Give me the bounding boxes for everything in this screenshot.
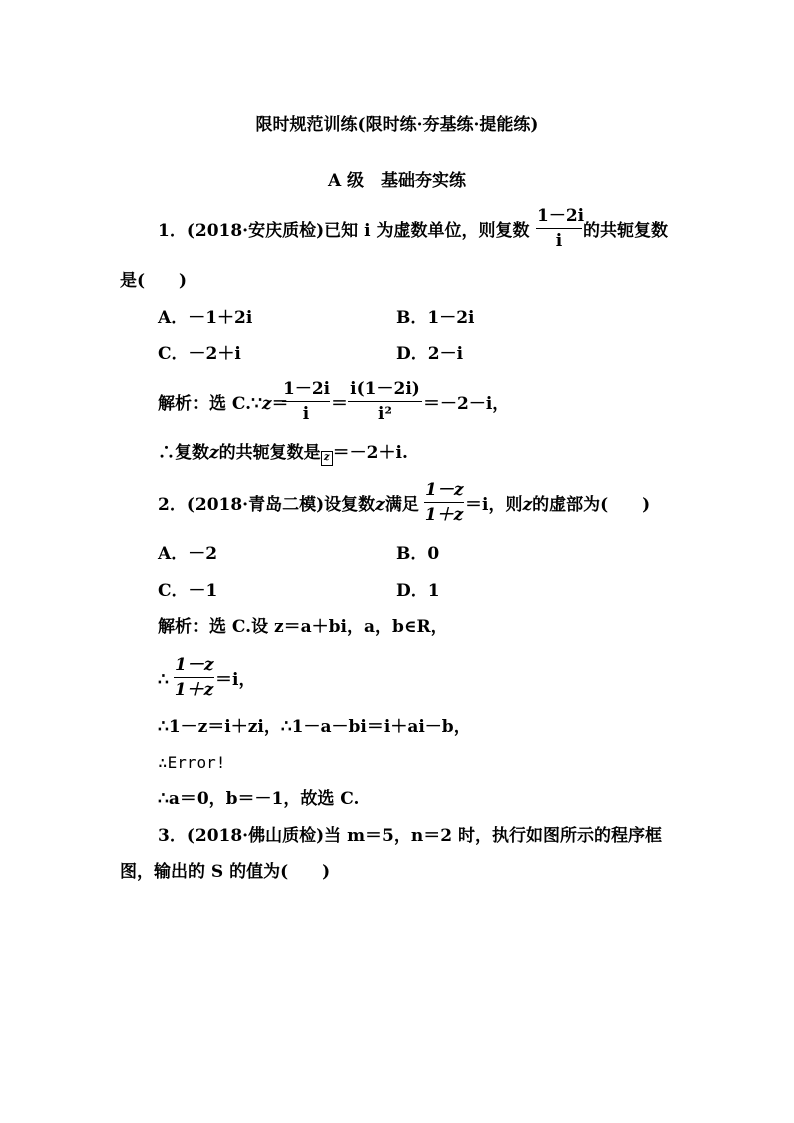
q2-solution-line3: ∴1－z＝i＋zi，∴1－a－bi＝i＋ai－b，	[158, 717, 471, 737]
q2-option-d: D．1	[396, 581, 440, 601]
q1-fraction-bar	[536, 228, 582, 229]
q1-solution-result: ＝－2－i，	[423, 394, 510, 414]
q1-stem-suffix: 的共轭复数	[583, 221, 668, 241]
q2-option-a: A．－2	[158, 544, 218, 564]
q2-option-b: B．0	[396, 544, 440, 564]
q1-option-a: A．－1＋2i	[158, 308, 253, 328]
q1-sol-f1-denominator: i	[302, 404, 310, 424]
section-heading: A 级 基础夯实练	[327, 171, 467, 191]
q2-fraction-numerator: 1－z	[425, 480, 464, 500]
q2-stem-post-b: 的虚部为( )	[532, 495, 651, 515]
q2-stem-post-a: ＝i，则	[465, 495, 523, 515]
q1-solution-fraction-2	[348, 379, 422, 424]
q1-fraction-denominator: i	[555, 231, 563, 251]
q1-sol2-prefix: ∴复数	[158, 443, 209, 463]
q1-solution-label: 解析：选 C.∵	[158, 394, 262, 414]
q1-option-c: C．－2＋i	[158, 344, 241, 364]
q2-solution-line4: ∴Error!	[158, 753, 226, 772]
q2-fraction-denominator: 1＋z	[424, 505, 464, 525]
q1-option-b: B．1－2i	[396, 308, 475, 328]
q3-stem-line2: 图，输出的 S 的值为( )	[120, 862, 331, 882]
q1-sol-f1-bar	[282, 401, 330, 402]
q1-sol-f2-bar	[348, 401, 422, 402]
q2-sol-fraction-numerator: 1－z	[175, 655, 214, 675]
q1-sol2-z: z	[209, 443, 219, 463]
q2-stem-suffix	[465, 494, 650, 516]
q1-sol-f2-numerator: i(1－2i)	[350, 379, 420, 399]
q2-option-c: C．－1	[158, 581, 218, 601]
q2-fraction-bar	[424, 502, 464, 503]
q2-stem-z2: z	[522, 495, 533, 515]
q1-sol-f2-denominator: i²	[378, 404, 392, 424]
q2-solution-line2-suffix: ＝i，	[215, 670, 256, 690]
q3-stem-line1: 3．(2018·佛山质检)当 m＝5，n＝2 时，执行如图所示的程序框	[158, 826, 662, 846]
q2-solution-line2-prefix: ∴	[158, 670, 169, 690]
q1-option-d: D．2－i	[396, 344, 464, 364]
q2-sol-fraction-bar	[174, 677, 214, 678]
q2-stem-z: z	[375, 495, 385, 515]
q2-sol-fraction-denominator: 1＋z	[174, 680, 214, 700]
q1-sol2-result: ＝－2＋i.	[332, 443, 408, 463]
q1-fraction	[536, 206, 585, 251]
q2-stem-pre: 2．(2018·青岛二模)设复数	[158, 495, 376, 515]
q1-sol-f1-numerator: 1－2i	[283, 379, 331, 399]
q1-solution-eq1: ＝	[271, 394, 289, 414]
q1-solution-eq2: ＝	[331, 394, 348, 414]
q1-stem-prefix: 1．(2018·安庆质检)已知 i 为虚数单位，则复数	[158, 221, 530, 241]
q1-stem-line2: 是( )	[120, 271, 188, 291]
q1-sol2-mid: 的共轭复数是	[218, 443, 321, 463]
q2-stem-prefix	[158, 494, 419, 516]
q1-solution-z: z	[261, 394, 272, 414]
q2-solution-fraction	[174, 655, 214, 700]
q2-solution-line5: ∴a＝0，b＝－1，故选 C.	[158, 789, 360, 809]
q2-fraction	[424, 480, 464, 525]
q1-solution-line2	[158, 442, 408, 466]
q1-fraction-numerator: 1－2i	[537, 206, 585, 226]
q2-stem-mid: 满足	[384, 495, 419, 515]
q1-solution-fraction-1	[282, 379, 330, 424]
q2-solution-line1: 解析：选 C.设 z＝a＋bi，a，b∈R，	[158, 617, 448, 637]
page-title: 限时规范训练(限时练·夯基练·提能练)	[255, 115, 539, 135]
q1-sol2-conjugate-z: z	[321, 451, 333, 466]
q1-solution-prefix	[158, 393, 289, 415]
